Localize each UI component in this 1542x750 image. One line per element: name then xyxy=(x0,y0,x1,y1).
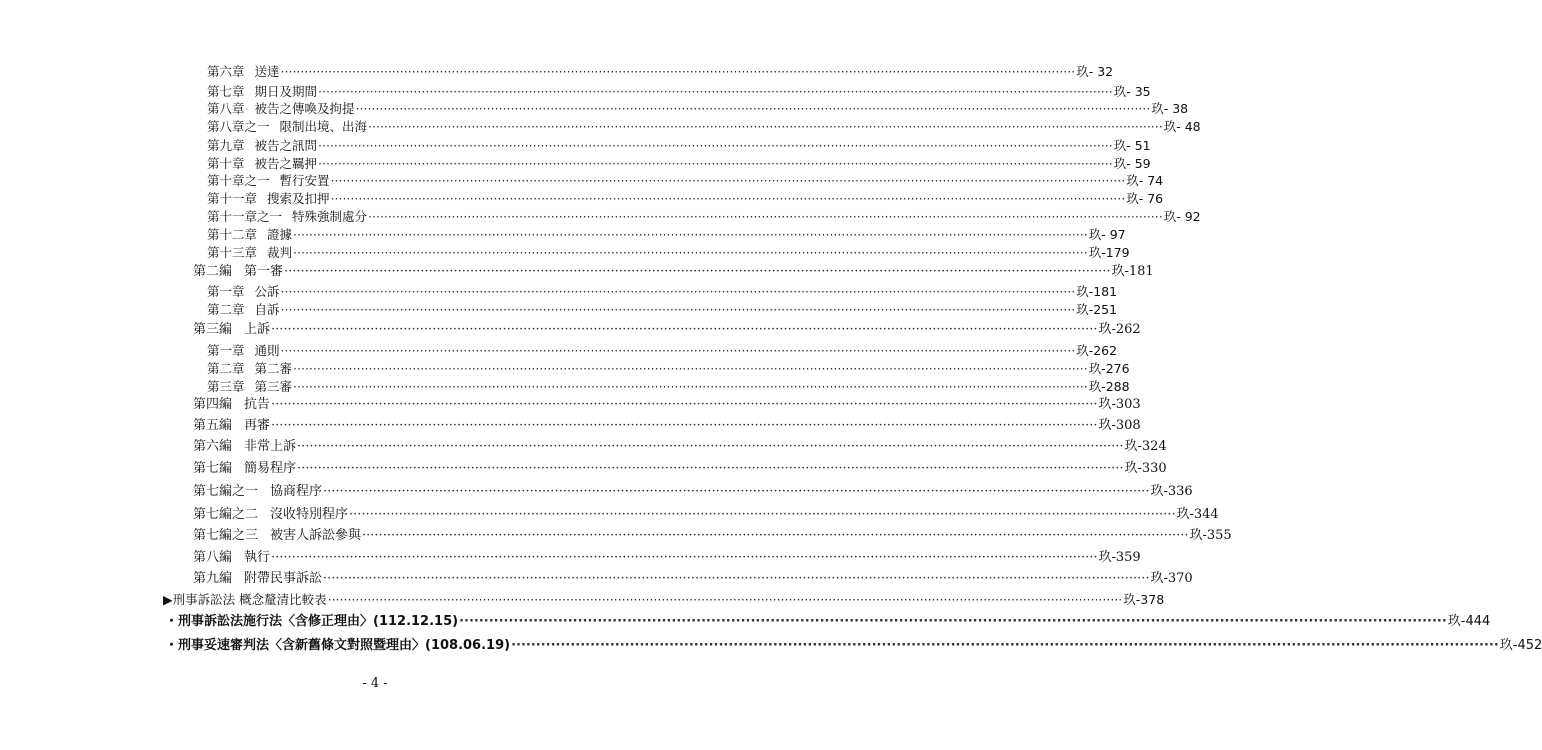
toc-entry-label xyxy=(0,62,280,82)
toc-entry-page: 玖-355 xyxy=(1189,528,1232,543)
toc-entry-label xyxy=(0,437,296,457)
toc-entry-page: 玖- 35 xyxy=(1113,84,1151,99)
toc-entry xyxy=(0,437,1167,457)
toc-entry xyxy=(0,282,1118,302)
toc-entry-number: 第七編之一 xyxy=(193,484,259,499)
toc-entry-page: 玖-262 xyxy=(1098,322,1141,337)
dot-leader: ········································································································································································································ xyxy=(330,191,1126,206)
toc-entry-page: 玖- 92 xyxy=(1163,209,1201,224)
toc-entry-number: 第七編之三 xyxy=(193,528,259,543)
toc-entry-page: 玖-179 xyxy=(1088,245,1130,260)
toc-entry-title: 第二審 xyxy=(254,361,293,376)
toc-entry-page: 玖-303 xyxy=(1098,397,1141,412)
toc-entry xyxy=(0,590,1165,610)
toc-entry-label xyxy=(0,320,270,340)
dot-leader: ········································································································································································································ xyxy=(318,156,1113,171)
dot-leader: ········································································································································································································ xyxy=(318,138,1113,153)
toc-entry-title: 證據 xyxy=(267,227,293,242)
toc-entry-page: 玖-308 xyxy=(1098,418,1141,433)
toc-entry xyxy=(0,548,1141,568)
toc-entry-page: 玖-370 xyxy=(1150,571,1193,586)
toc-entry-number: 第八章之一 xyxy=(207,119,270,134)
toc-entry-label xyxy=(0,482,322,502)
toc-entry-page: 玖- 59 xyxy=(1113,156,1151,171)
toc-entry-label xyxy=(0,262,283,282)
toc-entry-number: 第十一章之一 xyxy=(207,209,283,224)
toc-entry-number: 第二編 xyxy=(193,264,233,279)
toc-entry-number: 第一章 xyxy=(207,284,245,299)
toc-entry-title: 執行 xyxy=(244,550,271,565)
toc-entry-label xyxy=(0,300,280,320)
toc-entry-title: 特殊強制處分 xyxy=(292,209,368,224)
toc-entry xyxy=(0,99,1189,119)
toc-entry-page: 玖- 38 xyxy=(1151,101,1189,116)
toc-entry-page: 玖- 74 xyxy=(1126,173,1164,188)
toc-entry-page: 玖-262 xyxy=(1076,343,1118,358)
toc-entry-title: 暫行安置 xyxy=(279,173,330,188)
toc-entry xyxy=(0,207,1201,227)
toc-entry-title: 簡易程序 xyxy=(244,461,297,476)
toc-entry-label xyxy=(0,207,367,227)
toc-entry-page: 玖-336 xyxy=(1150,484,1193,499)
dot-leader: ········································································································································································································ xyxy=(362,528,1189,543)
toc-entry-title: 裁判 xyxy=(267,245,293,260)
dot-leader: ········································································································································································································ xyxy=(368,209,1163,224)
toc-entry-number: 第七編 xyxy=(193,461,233,476)
toc-entry xyxy=(0,62,1114,82)
toc-entry-page: 玖- 76 xyxy=(1126,191,1164,206)
toc-entry-page: 玖-251 xyxy=(1076,302,1118,317)
toc-entry-number: 第五編 xyxy=(193,418,233,433)
toc-entry xyxy=(0,320,1141,340)
toc-entry-page: 玖-181 xyxy=(1111,264,1154,279)
dot-leader: ········································································································································································································ xyxy=(293,379,1088,394)
toc-entry xyxy=(0,636,1542,656)
toc-entry-title: ・刑事訴訟法施行法〈含修正理由〉(112.12.15) xyxy=(165,614,459,629)
toc-entry xyxy=(0,189,1164,209)
toc-entry-label xyxy=(0,225,292,245)
toc-entry-label xyxy=(0,459,296,479)
toc-entry xyxy=(0,377,1130,397)
toc-entry-label xyxy=(0,377,292,397)
toc-entry-number: 第十一章 xyxy=(207,191,258,206)
toc-entry-label xyxy=(0,505,348,525)
toc-entry-page: 玖-276 xyxy=(1088,361,1130,376)
dot-leader: ········································································································································································································ xyxy=(330,173,1126,188)
dot-leader: ········································································································································································································ xyxy=(284,264,1111,279)
toc-entry-title: 被告之訊問 xyxy=(254,138,318,153)
toc-entry-number: 第九章 xyxy=(207,138,245,153)
toc-entry-title: 自訴 xyxy=(254,302,280,317)
dot-leader: ········································································································································································································ xyxy=(271,397,1098,412)
toc-entry xyxy=(0,395,1141,415)
dot-leader: ········································································································································································································ xyxy=(323,571,1150,586)
toc-entry xyxy=(0,262,1154,282)
toc-entry-label xyxy=(0,395,270,415)
toc-entry-label xyxy=(0,171,330,191)
toc-entry xyxy=(0,341,1118,361)
toc-entry-title: 通則 xyxy=(254,343,280,358)
toc-entry-title: 送達 xyxy=(254,64,280,79)
toc-entry xyxy=(0,416,1141,436)
toc-entry xyxy=(0,171,1164,191)
dot-leader: ········································································································································································································ xyxy=(318,84,1113,99)
toc-entry-label xyxy=(0,189,330,209)
toc-entry-label xyxy=(0,282,280,302)
toc-entry-page: 玖-378 xyxy=(1123,592,1165,607)
toc-entry-number: 第十二章 xyxy=(207,227,258,242)
dot-leader: ········································································································································································································ xyxy=(355,101,1151,116)
dot-leader: ········································································································································································································ xyxy=(280,284,1076,299)
toc-entry xyxy=(0,612,1491,632)
toc-entry-label xyxy=(0,526,361,546)
toc-entry-page: 玖- 32 xyxy=(1076,64,1114,79)
toc-entry-label xyxy=(0,416,270,436)
toc-entry-number: 第十章之一 xyxy=(207,173,270,188)
toc-entry xyxy=(0,136,1151,156)
toc-entry xyxy=(0,569,1193,589)
toc-entry-title: 附帶民事訴訟 xyxy=(244,571,323,586)
dot-leader: ········································································································································································································ xyxy=(459,614,1447,629)
toc-entry-page: 玖-344 xyxy=(1176,507,1219,522)
toc-entry-number: 第七編之二 xyxy=(193,507,259,522)
toc-entry-label xyxy=(0,117,367,137)
dot-leader: ········································································································································································································ xyxy=(280,302,1076,317)
dot-leader: ········································································································································································································ xyxy=(327,592,1123,607)
toc-entry xyxy=(0,482,1193,502)
toc-entry xyxy=(0,225,1126,245)
toc-entry-label xyxy=(0,612,458,632)
toc-entry-number: 第七章 xyxy=(207,84,245,99)
toc-entry xyxy=(0,526,1232,546)
toc-entry-title: 被告之羈押 xyxy=(254,156,318,171)
toc-entry-label xyxy=(0,636,510,656)
toc-entry-title: 期日及期間 xyxy=(254,84,318,99)
toc-entry-number: 第二章 xyxy=(207,302,245,317)
toc-entry-page: 玖- 48 xyxy=(1163,119,1201,134)
page-number: - 4 - xyxy=(362,676,388,691)
toc-entry-title: 再審 xyxy=(244,418,271,433)
toc-entry-title: 第三審 xyxy=(254,379,293,394)
toc-entry-label xyxy=(0,569,322,589)
dot-leader: ········································································································································································································ xyxy=(368,119,1163,134)
toc-entry-number: 第二章 xyxy=(207,361,245,376)
dot-leader: ········································································································································································································ xyxy=(297,439,1124,454)
toc-entry-title: 被告之傳喚及拘提 xyxy=(254,101,355,116)
toc-entry-title: 被害人訴訟參與 xyxy=(270,528,362,543)
toc-entry-label xyxy=(0,341,280,361)
dot-leader: ········································································································································································································ xyxy=(349,507,1176,522)
toc-entry-number: 第十三章 xyxy=(207,245,258,260)
dot-leader: ········································································································································································································ xyxy=(280,64,1076,79)
toc-entry xyxy=(0,459,1167,479)
toc-entry-page: 玖-324 xyxy=(1124,439,1167,454)
toc-entry xyxy=(0,243,1130,263)
toc-entry-number: 第六章 xyxy=(207,64,245,79)
toc-entry-number: 第九編 xyxy=(193,571,233,586)
toc-entry-label xyxy=(0,243,292,263)
toc-entry-label xyxy=(0,136,317,156)
toc-entry-number: 第六編 xyxy=(193,439,233,454)
toc-entry-label xyxy=(0,590,327,610)
toc-entry-title: 搜索及扣押 xyxy=(267,191,330,206)
toc-entry-title: 協商程序 xyxy=(270,484,323,499)
toc-entry-page: 玖-181 xyxy=(1076,284,1118,299)
toc-entry-title: ・刑事妥速審判法〈含新舊條文對照暨理由〉(108.06.19) xyxy=(165,638,511,653)
toc-entry xyxy=(0,505,1219,525)
toc-entry-label xyxy=(0,548,270,568)
toc-entry-title: 限制出境、出海 xyxy=(279,119,368,134)
toc-entry xyxy=(0,359,1130,379)
toc-entry-title: 上訴 xyxy=(244,322,271,337)
dot-leader: ········································································································································································································ xyxy=(271,322,1098,337)
toc-entry-page: 玖- 97 xyxy=(1088,227,1126,242)
toc-entry xyxy=(0,300,1118,320)
toc-entry-label xyxy=(0,99,355,119)
toc-entry-number: 第四編 xyxy=(193,397,233,412)
dot-leader: ········································································································································································································ xyxy=(280,343,1076,358)
toc-entry-title: ▶刑事訴訟法 概念釐清比較表 xyxy=(163,592,327,607)
toc-entry-number: 第三編 xyxy=(193,322,233,337)
dot-leader: ········································································································································································································ xyxy=(293,361,1088,376)
toc-entry-number: 第八編 xyxy=(193,550,233,565)
toc-entry-title: 抗告 xyxy=(244,397,271,412)
toc-entry-title: 非常上訴 xyxy=(244,439,297,454)
toc-entry-title: 沒收特別程序 xyxy=(270,507,349,522)
toc-entry-number: 第三章 xyxy=(207,379,245,394)
toc-entry-title: 公訴 xyxy=(254,284,280,299)
toc-entry-title: 第一審 xyxy=(244,264,284,279)
dot-leader: ········································································································································································································ xyxy=(511,638,1499,653)
toc-entry-number: 第十章 xyxy=(207,156,245,171)
toc-entry-number: 第一章 xyxy=(207,343,245,358)
toc-entry-page: 玖-330 xyxy=(1124,461,1167,476)
toc-entry-page: 玖-359 xyxy=(1098,550,1141,565)
dot-leader: ········································································································································································································ xyxy=(293,227,1088,242)
toc-entry-label xyxy=(0,359,292,379)
dot-leader: ········································································································································································································ xyxy=(271,418,1098,433)
toc-entry-page: 玖-288 xyxy=(1088,379,1130,394)
toc-entry-page: 玖-444 xyxy=(1447,614,1491,629)
dot-leader: ········································································································································································································ xyxy=(323,484,1150,499)
dot-leader: ········································································································································································································ xyxy=(297,461,1124,476)
toc-entry xyxy=(0,117,1201,137)
toc-entry-number: 第八章 xyxy=(207,101,245,116)
toc-entry-page: 玖-452 xyxy=(1499,638,1542,653)
dot-leader: ········································································································································································································ xyxy=(293,245,1088,260)
dot-leader: ········································································································································································································ xyxy=(271,550,1098,565)
toc-entry-page: 玖- 51 xyxy=(1113,138,1151,153)
